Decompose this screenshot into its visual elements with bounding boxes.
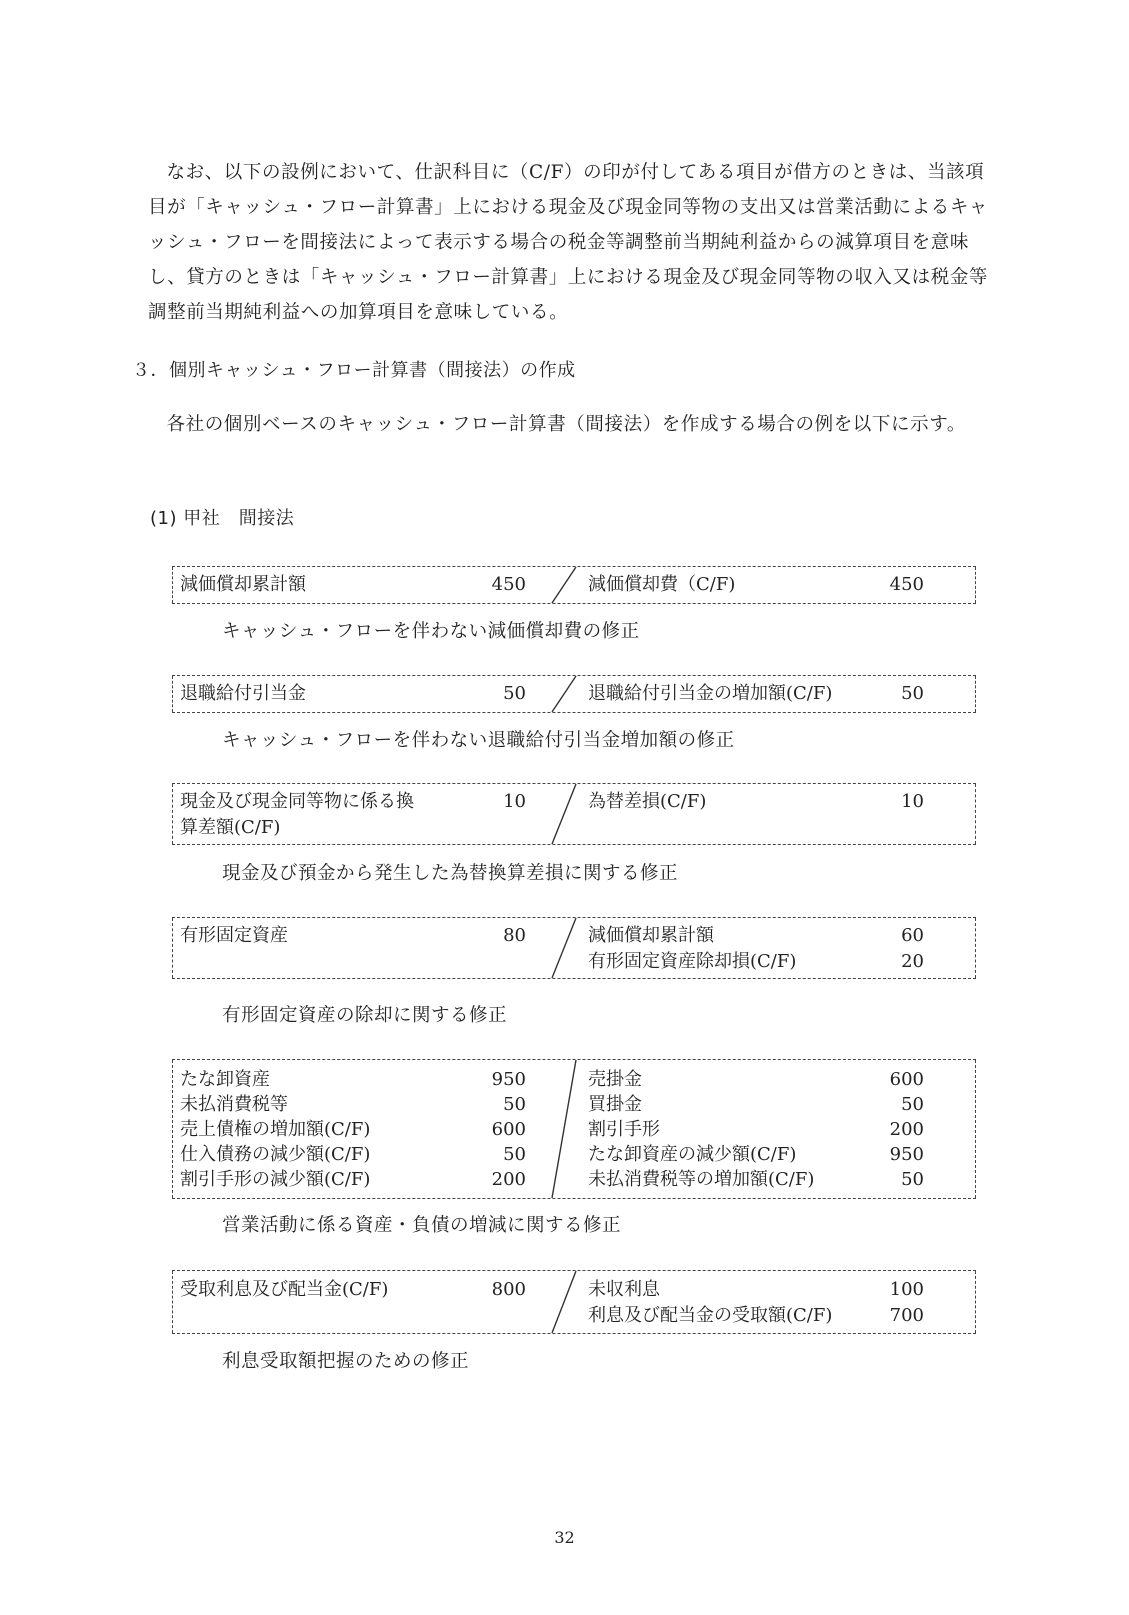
credit-account: 為替差損(C/F) xyxy=(588,791,707,812)
debit-account: たな卸資産 xyxy=(180,1069,270,1090)
credit-account: 未払消費税等の増加額(C/F) xyxy=(588,1169,815,1190)
section-heading: ３．個別キャッシュ・フロー計算書（間接法）の作成 xyxy=(132,360,576,381)
credit-account: 減価償却累計額 xyxy=(588,925,714,946)
entry-caption-3: 現金及び預金から発生した為替換算差損に関する修正 xyxy=(222,863,679,884)
debit-account: 未払消費税等 xyxy=(180,1094,288,1115)
debit-account: 退職給付引当金 xyxy=(180,683,306,704)
debit-amount: 50 xyxy=(503,1144,526,1165)
credit-amount: 700 xyxy=(889,1305,924,1326)
debit-account: 現金及び現金同等物に係る換 xyxy=(180,791,414,812)
credit-account: たな卸資産の減少額(C/F) xyxy=(588,1144,797,1165)
journal-entry-3 xyxy=(172,783,976,845)
credit-account: 退職給付引当金の増加額(C/F) xyxy=(588,683,833,704)
debit-amount: 50 xyxy=(503,1094,526,1115)
debit-amount: 200 xyxy=(491,1169,526,1190)
journal-entry-4 xyxy=(172,917,976,979)
credit-account: 有形固定資産除却損(C/F) xyxy=(588,951,797,972)
credit-account: 買掛金 xyxy=(588,1094,642,1115)
entry-caption-2: キャッシュ・フローを伴わない退職給付引当金増加額の修正 xyxy=(222,730,735,751)
debit-amount: 50 xyxy=(503,683,526,704)
debit-amount: 450 xyxy=(491,574,526,595)
credit-amount: 50 xyxy=(901,683,924,704)
debit-account: 減価償却累計額 xyxy=(180,574,306,595)
entry-divider xyxy=(172,918,976,978)
section-paragraph: 各社の個別ベースのキャッシュ・フロー計算書（間接法）を作成する場合の例を以下に示す。 xyxy=(166,414,966,435)
credit-amount: 600 xyxy=(889,1069,924,1090)
credit-account: 減価償却費（C/F) xyxy=(588,574,736,595)
debit-account: 売上債権の増加額(C/F) xyxy=(180,1119,371,1140)
debit-amount: 80 xyxy=(503,925,526,946)
subsection-heading: (1) 甲社 間接法 xyxy=(150,508,295,529)
debit-account: 有形固定資産 xyxy=(180,925,288,946)
credit-amount: 450 xyxy=(889,574,924,595)
credit-amount: 200 xyxy=(889,1119,924,1140)
credit-amount: 100 xyxy=(889,1279,924,1300)
journal-entry-5 xyxy=(172,1059,976,1199)
entry-caption-1: キャッシュ・フローを伴わない減価償却費の修正 xyxy=(222,621,640,642)
debit-amount: 800 xyxy=(491,1279,526,1300)
journal-entry-2 xyxy=(172,675,976,713)
credit-amount: 950 xyxy=(889,1144,924,1165)
journal-entry-6 xyxy=(172,1270,976,1334)
debit-amount: 600 xyxy=(491,1119,526,1140)
credit-amount: 20 xyxy=(901,951,924,972)
credit-account: 未収利息 xyxy=(588,1279,660,1300)
entry-caption-6: 利息受取額把握のための修正 xyxy=(222,1351,470,1372)
credit-account: 割引手形 xyxy=(588,1119,660,1140)
page-number: 32 xyxy=(554,1528,575,1547)
credit-amount: 50 xyxy=(901,1094,924,1115)
debit-account: 割引手形の減少額(C/F) xyxy=(180,1169,371,1190)
credit-account: 売掛金 xyxy=(588,1069,642,1090)
intro-paragraph: なお、以下の設例において、仕訳科目に（C/F）の印が付してある項目が借方のときは、当該項目が「キャッシュ・フロー計算書」上における現金及び現金同等物の支出又は営業活動によるキャッシュ・フローを間接法によって表示する場合の税金等調整前当期純利益からの減算項目を意味し、貸方のときは「キャッシュ・フロー計算書」上における現金及び現金同等物の収入又は税金等調整前当期純利益への加算項目を意味している。 xyxy=(148,162,989,323)
debit-amount: 950 xyxy=(491,1069,526,1090)
credit-amount: 50 xyxy=(901,1169,924,1190)
debit-account: 仕入債務の減少額(C/F) xyxy=(180,1144,371,1165)
journal-entry-1 xyxy=(172,566,976,604)
debit-account: 算差額(C/F) xyxy=(180,817,281,838)
entry-caption-5: 営業活動に係る資産・負債の増減に関する修正 xyxy=(222,1215,622,1236)
credit-amount: 10 xyxy=(901,791,924,812)
credit-amount: 60 xyxy=(901,925,924,946)
debit-amount: 10 xyxy=(503,791,526,812)
debit-account: 受取利息及び配当金(C/F) xyxy=(180,1279,389,1300)
credit-account: 利息及び配当金の受取額(C/F) xyxy=(588,1305,833,1326)
entry-caption-4: 有形固定資産の除却に関する修正 xyxy=(222,1005,508,1026)
